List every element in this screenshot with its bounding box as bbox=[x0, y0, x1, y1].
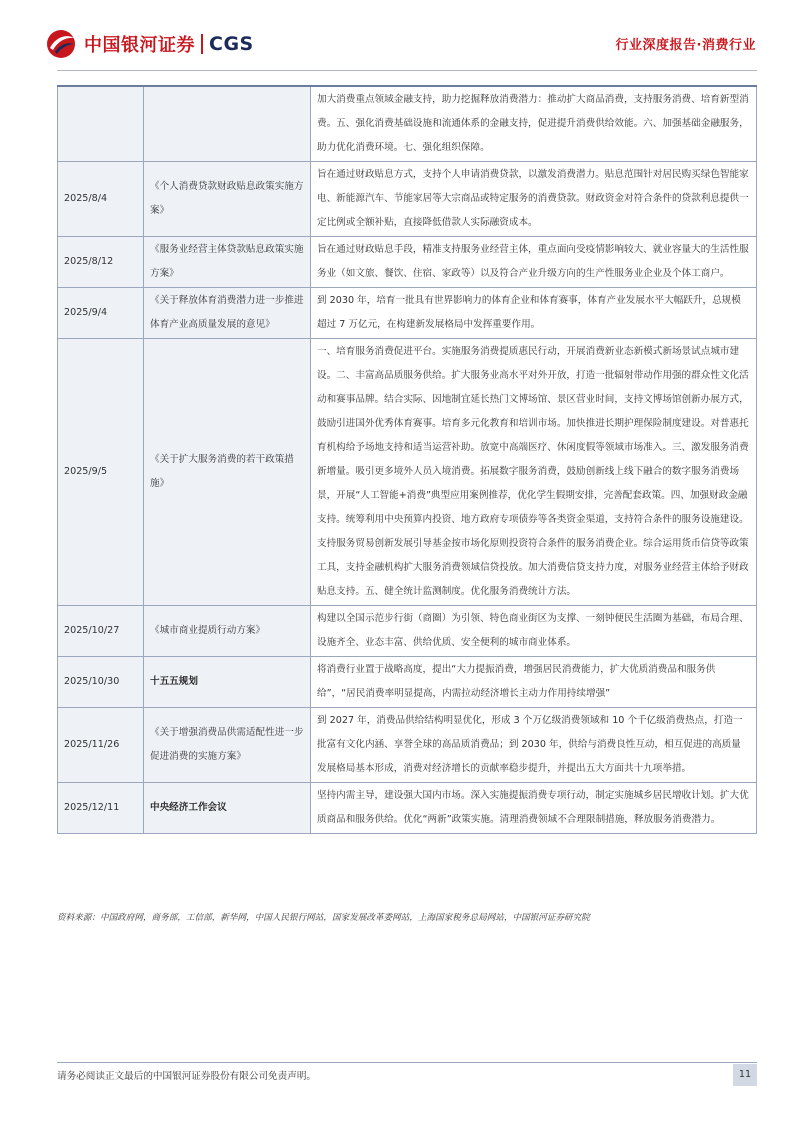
logo-text-cn: 中国银河证券 bbox=[84, 35, 195, 56]
policy-description: 到 2027 年，消费品供给结构明显优化，形成 3 个万亿级消费领域和 10 个千亿级消费热点，打造一批富有文化内涵、享誉全球的高品质消费品；到 2030 年，供给与消费良性互动，相互促进的高质量发展格局基本形成，消费对经济增长的贡献率稳步提升，并提出五大方面共十九项举措。 bbox=[311, 708, 757, 783]
policy-description: 将消费行业置于战略高度，提出“大力提振消费，增强居民消费能力，扩大优质消费品和服务供给”，“居民消费率明显提高，内需拉动经济增长主动力作用持续增强” bbox=[311, 657, 757, 708]
policy-description: 到 2030 年，培育一批具有世界影响力的体育企业和体育赛事，体育产业发展水平大幅跃升，总规模超过 7 万亿元，在构建新发展格局中发挥重要作用。 bbox=[311, 288, 757, 339]
table-row bbox=[58, 339, 757, 606]
policy-description: 构建以全国示范步行街（商圈）为引领、特色商业街区为支撑、一刻钟便民生活圈为基础，布局合理、设施齐全、业态丰富、供给优质、安全便利的城市商业体系。 bbox=[311, 606, 757, 657]
policy-name bbox=[144, 86, 311, 162]
page-number: 11 bbox=[733, 1064, 757, 1086]
header-divider bbox=[57, 70, 757, 71]
table-row bbox=[58, 162, 757, 237]
policy-name: 《服务业经营主体贷款贴息政策实施方案》 bbox=[144, 237, 311, 288]
table-row bbox=[58, 288, 757, 339]
table-row bbox=[58, 237, 757, 288]
policy-date: 2025/9/4 bbox=[58, 288, 144, 339]
policy-date bbox=[58, 86, 144, 162]
table-row bbox=[58, 86, 757, 162]
logo-separator bbox=[201, 34, 203, 54]
policy-name: 《关于扩大服务消费的若干政策措施》 bbox=[144, 339, 311, 606]
policy-name: 《关于释放体育消费潜力进一步推进体育产业高质量发展的意见》 bbox=[144, 288, 311, 339]
policy-name: 中央经济工作会议 bbox=[144, 783, 311, 834]
table-row bbox=[58, 657, 757, 708]
logo-text-en: CGS bbox=[209, 33, 254, 55]
table-row bbox=[58, 606, 757, 657]
policy-date: 2025/8/12 bbox=[58, 237, 144, 288]
policy-date: 2025/9/5 bbox=[58, 339, 144, 606]
policy-description: 坚持内需主导，建设强大国内市场。深入实施提振消费专项行动，制定实施城乡居民增收计划。扩大优质商品和服务供给。优化“两新”政策实施。清理消费领域不合理限制措施，释放服务消费潜力。 bbox=[311, 783, 757, 834]
source-note: 资料来源：中国政府网，商务部，工信部，新华网，中国人民银行网站，国家发展改革委网站，上海国家税务总局网站，中国银河证券研究院 bbox=[57, 913, 590, 923]
policy-description: 一、培育服务消费促进平台。实施服务消费提质惠民行动，开展消费新业态新模式新场景试点城市建设。二、丰富高品质服务供给。扩大服务业高水平对外开放，打造一批辐射带动作用强的群众性文化活动和赛事品牌。结合实际、因地制宜延长热门文博场馆、景区营业时间，支持文博场馆创新办展方式，鼓励引进国外优秀体育赛事。培育多元化教育和培训市场。加快推进长期护理保险制度建设。对普惠托育机构给予场地支持和适当运营补助。放宽中高端医疗、休闲度假等领域市场准入。三、激发服务消费新增量。吸引更多境外人员入境消费。拓展数字服务消费，鼓励创新线上线下融合的数字服务消费场景，开展“人工智能+消费”典型应用案例推荐，优化学生假期安排，完善配套政策。四、加强财政金融支持。统筹利用中央预算内投资、地方政府专项债券等各类资金渠道，支持符合条件的服务设施建设。支持服务贸易创新发展引导基金按市场化原则投资符合条件的服务消费企业。综合运用货币信贷等政策工具，支持金融机构扩大服务消费领域信贷投放。加大消费信贷支持力度，对服务业经营主体给予财政贴息支持。五、健全统计监测制度。优化服务消费统计方法。 bbox=[311, 339, 757, 606]
company-logo bbox=[44, 28, 254, 60]
table-row bbox=[58, 708, 757, 783]
policy-table bbox=[57, 85, 757, 834]
galaxy-logo-icon bbox=[44, 28, 78, 60]
policy-description: 加大消费重点领域金融支持，助力挖掘释放消费潜力：推动扩大商品消费，支持服务消费、培育新型消费。五、强化消费基础设施和流通体系的金融支持，促进提升消费供给效能。六、加强基础金融服务，助力优化消费环境。七、强化组织保障。 bbox=[311, 86, 757, 162]
policy-name: 《关于增强消费品供需适配性进一步促进消费的实施方案》 bbox=[144, 708, 311, 783]
table-row bbox=[58, 783, 757, 834]
report-title: 行业深度报告·消费行业 bbox=[615, 38, 756, 53]
policy-date: 2025/12/11 bbox=[58, 783, 144, 834]
policy-name: 《城市商业提质行动方案》 bbox=[144, 606, 311, 657]
footer-divider bbox=[57, 1062, 757, 1063]
policy-date: 2025/10/30 bbox=[58, 657, 144, 708]
policy-date: 2025/10/27 bbox=[58, 606, 144, 657]
policy-description: 旨在通过财政贴息手段，精准支持服务业经营主体，重点面向受疫情影响较大、就业容量大的生活性服务业（如文旅、餐饮、住宿、家政等）以及符合产业升级方向的生产性服务业企业及个体工商户。 bbox=[311, 237, 757, 288]
policy-name: 十五五规划 bbox=[144, 657, 311, 708]
policy-description: 旨在通过财政贴息方式，支持个人申请消费贷款，以激发消费潜力。贴息范围针对居民购买绿色智能家电、新能源汽车、节能家居等大宗商品或特定服务的消费贷款。财政资金对符合条件的贷款利息提供一定比例或全额补贴，直接降低借款人实际融资成本。 bbox=[311, 162, 757, 237]
disclaimer-text: 请务必阅读正文最后的中国银河证券股份有限公司免责声明。 bbox=[57, 1071, 317, 1082]
page-header bbox=[0, 0, 794, 72]
policy-date: 2025/8/4 bbox=[58, 162, 144, 237]
policy-name: 《个人消费贷款财政贴息政策实施方案》 bbox=[144, 162, 311, 237]
policy-date: 2025/11/26 bbox=[58, 708, 144, 783]
